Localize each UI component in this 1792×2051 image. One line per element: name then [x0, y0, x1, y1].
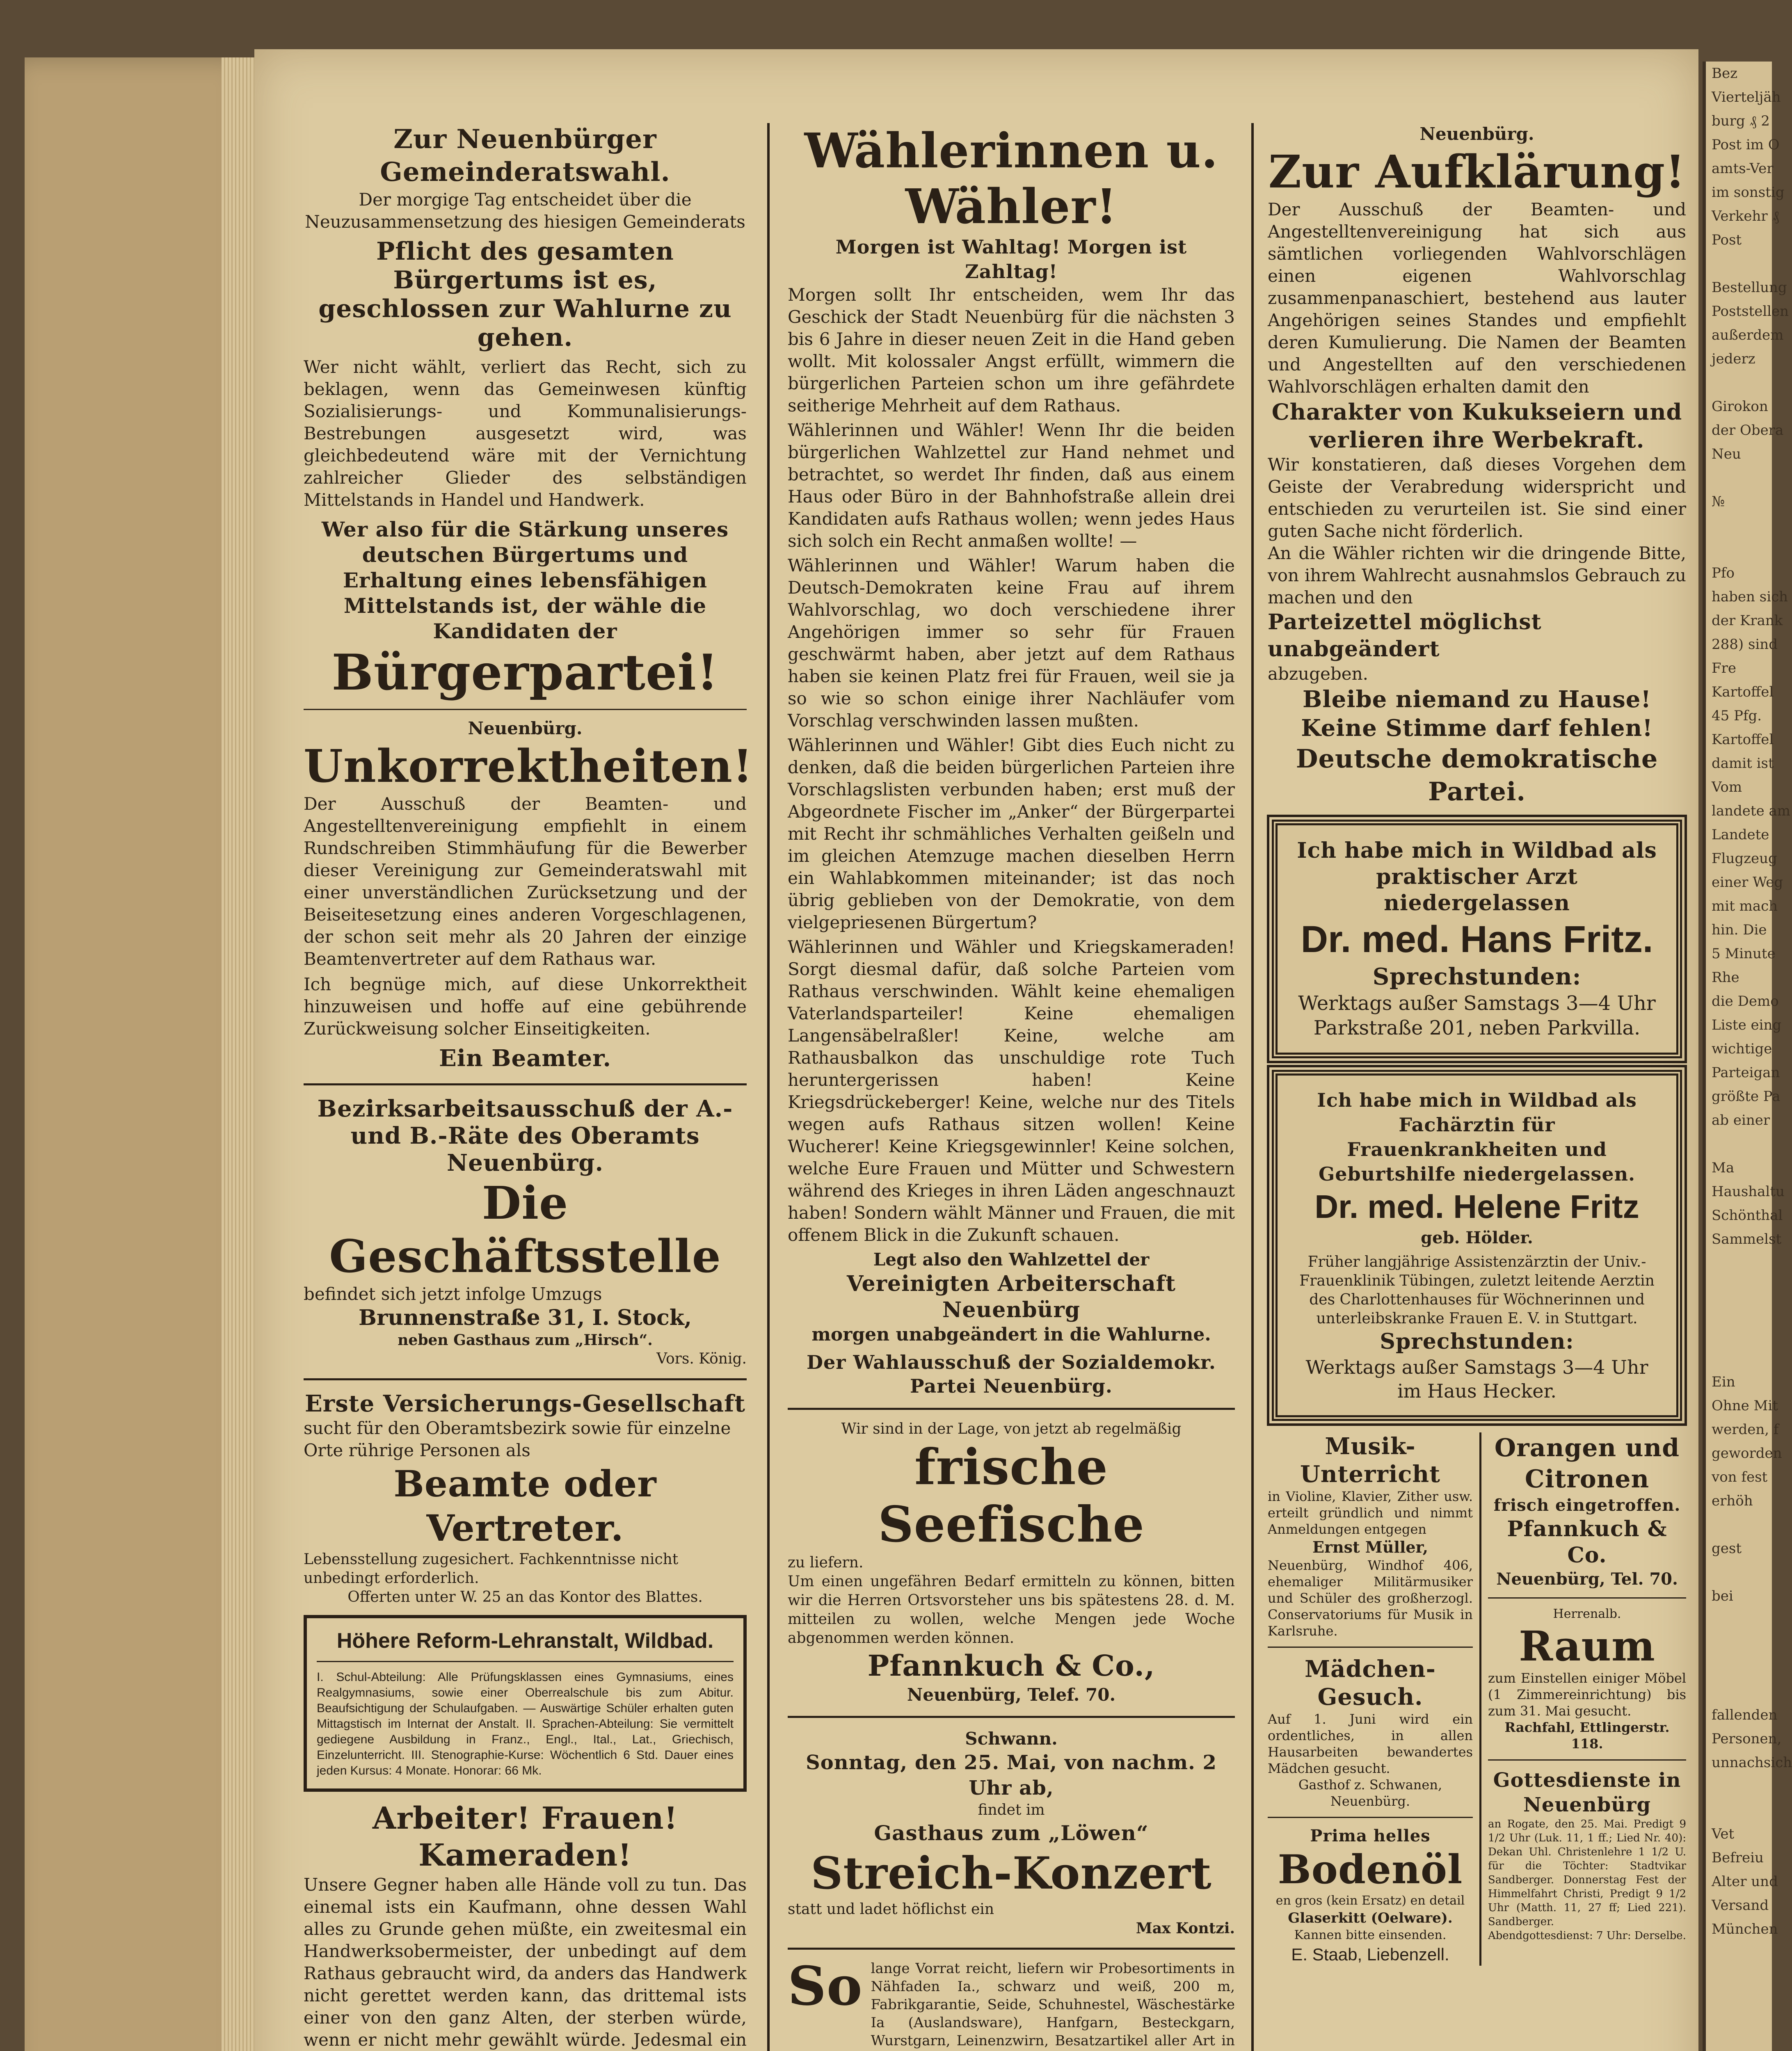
adjacent-page-line: amts-Ver	[1712, 160, 1774, 177]
music-text: in Violine, Klavier, Zither usw. erteilt gründlich und nimmt Anmeldungen entgegen	[1268, 1489, 1473, 1537]
adjacent-page-line: Neu	[1712, 446, 1741, 462]
concert-heading: Streich-Konzert	[811, 1848, 1212, 1899]
col3-big-2: Parteizettel möglichst unabgeändert	[1268, 610, 1542, 662]
small-ads-row	[1268, 1432, 1686, 1966]
doctor-2-born: geb. Hölder.	[1421, 1228, 1533, 1247]
orange-heading: Orangen und Citronen	[1494, 1434, 1680, 1494]
wahltag-subhead: Morgen ist Wahltag! Morgen ist Zahltag!	[835, 236, 1187, 283]
headline-aufklaerung: Zur Aufklärung!	[1268, 145, 1686, 198]
adjacent-page-line: Kartoffel	[1712, 731, 1774, 748]
bezirks-text: befindet sich jetzt infolge Umzugs	[304, 1284, 602, 1304]
divider	[317, 1661, 734, 1662]
bezirks-heading: Bezirksarbeitsausschuß der A.- und B.-Räte des Oberamts Neuenbürg.	[317, 1095, 733, 1176]
paragraph-2: Der Ausschuß der Beamten- und Angestelltenvereinigung empfiehlt in einem Rundschreiben Stimmhäufung für die Bewerber dieser Vereinigung zur Gemeinderatswahl mit einer unverständlichen Zurücksetzung und der Beiseitesetzung eines anderen Vorgeschlagenen, der schon seit mehr als 20 Jahren der einzige Beamtenvertreter auf dem Rathaus war.	[304, 794, 747, 969]
divider	[788, 1716, 1235, 1718]
bezirks-signature: Vors. König.	[656, 1350, 747, 1367]
place-label: Neuenbürg.	[468, 718, 583, 738]
divider	[1268, 1817, 1473, 1818]
music-name: Ernst Müller,	[1312, 1538, 1428, 1556]
doctor-2-cv: Früher langjährige Assistenzärztin der Univ.-Frauenklinik Tübingen, zuletzt leitende Aerztin des Charlottenhauses für Wöchnerinnen und unterleibskranke Frauen E. V. in Stuttgart.	[1299, 1254, 1655, 1327]
duty-text: Pflicht des gesamten Bürgertums ist es, geschlossen zur Wahlurne zu gehen.	[318, 237, 732, 352]
col2-paragraph-1: Morgen sollt Ihr entscheiden, wem Ihr das Geschick der Stadt Neuenbürg für die nächsten 3 bis 6 Jahre in dieser neuen Zeit in die Hand geben wollt. Mit kolossaler Angst erfüllt, wimmern die bürgerlichen Parteien schon um ihre gefährdete seitherige Mehrheit auf dem Rathaus.	[788, 285, 1235, 416]
col3-paragraph-3: An die Wähler richten wir die dringende Bitte, von ihrem Wahlrecht ausnahmslos Gebrauch zu machen und den	[1268, 543, 1686, 608]
insurance-text: sucht für den Oberamtsbezirk sowie für einzelne Orte rührige Personen als	[304, 1418, 731, 1460]
adjacent-page-line	[1706, 371, 1772, 395]
adjacent-page-line: unnachsich	[1712, 1754, 1792, 1771]
adjacent-page-line: außerdem	[1712, 327, 1784, 343]
doctor-1-address: Parkstraße 201, neben Parkvilla.	[1313, 1016, 1641, 1039]
adjacent-page-line: Parteigan	[1712, 1064, 1780, 1081]
col3-place: Neuenbürg.	[1419, 124, 1534, 144]
doctor-1-time: Werktags außer Samstags 3—4 Uhr	[1298, 992, 1656, 1015]
doctor-2-text: Ich habe mich in Wildbad als Fachärztin für Frauenkrankheiten und Geburtshilfe niedergelassen.	[1317, 1089, 1637, 1185]
insurance-text-3: Offerten unter W. 25 an das Kontor des Blattes.	[347, 1589, 703, 1606]
fish-firm: Pfannkuch & Co.,	[867, 1649, 1155, 1683]
divider	[788, 1948, 1235, 1950]
adjacent-page-line: 45 Pfg.	[1712, 708, 1762, 724]
adjacent-page-line: hin. Die	[1712, 922, 1767, 938]
adjacent-page-line	[1706, 1632, 1772, 1656]
adjacent-page-line	[1706, 1132, 1772, 1156]
intro-text: Der morgige Tag entscheidet über die Neuzusammensetzung des hiesigen Gemeinderats	[305, 190, 745, 232]
divider	[304, 709, 747, 710]
doctor-1-name: Dr. med. Hans Fritz.	[1301, 918, 1653, 960]
maid-heading: Mädchen-Gesuch.	[1305, 1656, 1436, 1711]
fish-heading: frische Seefische	[878, 1438, 1145, 1553]
col3-paragraph-2: Wir konstatieren, daß dieses Vorgehen dem Geiste der Verabredung widerspricht und entschieden zu verurteilen ist. Sie sind einer guten Sache nicht förderlich.	[1268, 455, 1686, 541]
adjacent-page-line	[1706, 1322, 1772, 1346]
column-3	[1268, 123, 1686, 1966]
room-signature: Rachfahl, Ettlingerstr. 118.	[1504, 1720, 1670, 1752]
adjacent-page-line: geworden	[1712, 1445, 1782, 1462]
bezirks-address-2: neben Gasthaus zum „Hirsch“.	[398, 1332, 653, 1349]
party-name: Bürgerpartei!	[331, 644, 719, 701]
adjacent-page-line: Kartoffel	[1712, 684, 1774, 700]
oil-text-2: Kannen bitte einsenden.	[1294, 1928, 1447, 1942]
column-rule	[767, 123, 770, 2051]
maid-text: Auf 1. Juni wird ein ordentliches, in allen Hausarbeiten bewandertes Mädchen gesucht.	[1268, 1711, 1473, 1776]
adjacent-page-line: Bez	[1712, 65, 1738, 82]
adjacent-page-line: Girokon	[1712, 398, 1768, 415]
adjacent-page-line: Pfo	[1712, 565, 1735, 581]
fish-intro: Wir sind in der Lage, von jetzt ab regelmäßig	[841, 1421, 1182, 1437]
adjacent-page-line: 5 Minute	[1712, 946, 1776, 962]
geschaeftsstelle-heading: Die Geschäftsstelle	[329, 1176, 721, 1283]
adjacent-page-line: damit ist	[1712, 755, 1774, 772]
adjacent-page-line	[1706, 537, 1772, 561]
oil-name: Glaserkitt (Oelware).	[1288, 1910, 1453, 1926]
adjacent-page-line: Vom	[1712, 779, 1742, 795]
sewing-text: lange Vorrat reicht, liefern wir Probesortiments in Nähfaden Ia., schwarz und weiß, 200 m, Fabrikgarantie, Seide, Schuhnestel, Wäschestärke Ia (Auslandsware), Hanfgarn, Besteckgarn, Wurstgarn, Leinenzwirn, Besatzartikel aller Art in	[871, 1960, 1235, 2049]
divider	[304, 1378, 747, 1380]
adjacent-page-line: Vierteljäh	[1712, 89, 1781, 105]
adjacent-page-line: Post im O	[1712, 137, 1780, 153]
adjacent-page-line: einer Weg	[1712, 874, 1783, 891]
divider	[1488, 1597, 1686, 1599]
adjacent-page-line	[1706, 1346, 1772, 1370]
col2-party: Vereinigten Arbeiterschaft Neuenbürg	[846, 1271, 1176, 1322]
schwann-place: Gasthaus zum „Löwen“	[874, 1821, 1149, 1845]
adjacent-page-line: gest	[1712, 1540, 1742, 1557]
adjacent-page-line: burg ₰ 2	[1712, 113, 1770, 129]
adjacent-page-line: bei	[1712, 1588, 1733, 1604]
adjacent-page-line: haben sich	[1712, 589, 1788, 605]
adjacent-page-line: Befreiu	[1712, 1850, 1764, 1866]
oil-pre: Prima helles	[1310, 1826, 1431, 1845]
insurance-text-2: Lebensstellung zugesichert. Fachkenntnisse nicht unbedingt erforderlich.	[304, 1551, 679, 1587]
column-rule	[1251, 123, 1254, 2051]
paragraph-3: Ich begnüge mich, auf diese Unkorrektheit hinzuweisen und hoffe auf eine gebührende Zurückweisung solcher Einseitigkeiten.	[304, 974, 747, 1039]
signature-beamter: Ein Beamter.	[439, 1045, 612, 1072]
adjacent-page-line: Fre	[1712, 660, 1736, 676]
adjacent-page-line: Versand	[1712, 1897, 1769, 1914]
doctor-1-text: Ich habe mich in Wildbad als praktischer Arzt niedergelassen	[1297, 838, 1657, 916]
oil-signature: E. Staab, Liebenzell.	[1291, 1945, 1449, 1964]
workers-text: Unsere Gegner haben alle Hände voll zu tun. Das einemal ists ein Kaufmann, ohne dessen Wahl alles zu Grunde gehen müßte, ein zweitesmal ein Handwerksobermeister, der unbedingt auf dem Rathaus gebraucht wird, da anders das Handwerk nicht gerettet werden kann, das drittemal ists einer von den ganz Alten, der sterben würde, wenn er nicht mehr gewählt würde. Jedesmal ein	[304, 1875, 747, 2050]
schwann-date: Sonntag, den 25. Mai, von nachm. 2 Uhr ab,	[806, 1751, 1217, 1800]
adjacent-page-line	[1706, 1513, 1772, 1537]
adjacent-page-line: die Demo	[1712, 993, 1779, 1010]
adjacent-page-line: wichtige	[1712, 1041, 1772, 1057]
schwann-heading: Schwann.	[965, 1729, 1058, 1749]
headline-gemeinderatswahl: Zur Neuenbürger Gemeinderatswahl.	[380, 124, 670, 187]
col2-paragraph-2: Wählerinnen und Wähler! Wenn Ihr die beiden bürgerlichen Wahlzettel zur Hand nehmet und betrachtet, so werdet Ihr finden, daß aus einem Haus oder Büro in der Bahnhofstraße allein drei Kandidaten aufs Rathaus wollen; wenn jedes Haus sich solch ein Recht anmaßen wollte! —	[788, 420, 1235, 551]
adjacent-page-line	[1706, 1275, 1772, 1299]
adjacent-page-line: Bestellung	[1712, 279, 1787, 296]
adjacent-page-edge	[1703, 62, 1792, 2051]
adjacent-page-line: werden, f	[1712, 1421, 1779, 1438]
col3-call-2: Keine Stimme darf fehlen!	[1301, 715, 1653, 742]
doctor-2-name: Dr. med. Helene Fritz	[1314, 1188, 1639, 1225]
col3-paragraph-4: abzugeben.	[1268, 664, 1368, 684]
adjacent-page-line	[1706, 514, 1772, 537]
adjacent-page-line	[1706, 1299, 1772, 1322]
adjacent-page-line: Ein	[1712, 1374, 1735, 1390]
col3-paragraph-1: Der Ausschuß der Beamten- und Angestelltenvereinigung hat sich aus sämtlichen vorliegenden Wahlvorschlägen einen eigenen Wahlvorschlag zusammenpanaschiert, bestehend aus lauter Angehörigen seines Standes und empfiehlt deren Kumulierung. Die Namen der Beamten und Angestellten auf den verschiedenen Wahlvorschlägen erhalten damit den	[1268, 199, 1686, 397]
adjacent-page-line: München	[1712, 1921, 1778, 1937]
adjacent-page-line: Verkehr ₰	[1712, 208, 1779, 224]
school-text: I. Schul-Abteilung: Alle Prüfungsklassen eines Gymnasiums, eines Realgymnasiums, sowie einer Oberrealschule bis zum Abitur. Beaufsichtigung der Schulaufgaben. — Auswärtige Schüler erhalten guten Mittagstisch im Internat der Anstalt. II. Sprachen-Abteilung: Sie vermittelt gediegene Ausbildung in Franz., Engl., Ital., Lat., Griechisch, Einzelunterricht. III. Stenographie-Kurse: Wöchentlich 6 Std. Dauer eines jeden Kursus: 4 Monate. Honorar: 66 Mk.	[317, 1670, 734, 1777]
adjacent-page-line: №	[1712, 493, 1725, 510]
music-text-2: Neuenbürg, Windhof 406, ehemaliger Militärmusiker und Schüler des großherzogl. Conservatoriums für Musik in Karlsruhe.	[1268, 1558, 1473, 1639]
doctor-1-hours-label: Sprechstunden:	[1372, 963, 1582, 990]
adjacent-page-line: Ohne Mit	[1712, 1398, 1778, 1414]
sewing-ad	[788, 1955, 1235, 2051]
adjacent-page-line: Flugzeug	[1712, 850, 1777, 867]
adjacent-page-line	[1706, 1656, 1772, 1679]
adjacent-page-line	[1706, 1608, 1772, 1632]
church-text-2: Abendgottesdienst: 7 Uhr: Derselbe.	[1488, 1930, 1686, 1942]
adjacent-page-line: ab einer	[1712, 1112, 1770, 1128]
bezirks-address: Brunnenstraße 31, I. Stock,	[359, 1305, 692, 1330]
adjacent-page-line: Haushaltu	[1712, 1183, 1785, 1200]
col2-paragraph-5: Wählerinnen und Wähler und Kriegskameraden! Sorgt diesmal dafür, daß solche Parteien vom Rathaus verschwinden. Wählt keine ehemaligen Vaterlandsparteiler! Keine ehemaligen Langensäbelraßler! Keine, welche am Rathausbalkon das unschuldige rote Tuch heruntergerissen haben! Keine Kriegsdrückeberger! Keine, welche nur des Titels wegen aufs Rathaus sitzen wollen! Keine Wucherer! Keine Kriegsgewinnler! Keine solchen, welche Eure Frauen und Mütter und Schwestern während des Krieges in ihren Läden angeschnauzt haben! Sondern wählt Männer und Frauen, die mit offenem Blick in die Zukunft schauen.	[788, 937, 1235, 1245]
adjacent-page-line: Alter und	[1712, 1873, 1778, 1890]
doctor-ad-1	[1272, 820, 1682, 1058]
adjacent-page-line: Personen,	[1712, 1731, 1782, 1747]
insurance-big: Beamte oder Vertreter.	[393, 1462, 657, 1549]
divider	[304, 1083, 747, 1085]
oil-heading: Bodenöl	[1278, 1846, 1463, 1893]
doctor-2-time: Werktags außer Samstags 3—4 Uhr	[1305, 1356, 1648, 1378]
adjacent-page-line: Liste eing	[1712, 1017, 1782, 1033]
fish-firm-2: Neuenbürg, Telef. 70.	[907, 1685, 1116, 1705]
col2-signature: Der Wahlausschuß der Sozialdemokr. Partei Neuenbürg.	[807, 1351, 1216, 1397]
adjacent-page-line: größte Pa	[1712, 1088, 1781, 1105]
newspaper-page	[254, 49, 1698, 2051]
paragraph-1: Wer nicht wählt, verliert das Recht, sich zu beklagen, wenn das Gemeinwesen künftig Sozialisierungs- und Kommunalisierungs-Bestrebungen ausgesetzt wird, was gleichbedeutend wäre mit der Vernichtung zahlreicher Glieder des selbständigen Mittelstands in Handel und Handwerk.	[304, 357, 747, 510]
adjacent-page-line: jederz	[1712, 351, 1755, 367]
adjacent-page-line: Vet	[1712, 1826, 1735, 1842]
adjacent-page-line: landete am	[1712, 803, 1791, 819]
adjacent-page-line: Sammelst	[1712, 1231, 1782, 1247]
col2-paragraph-4: Wählerinnen und Wähler! Gibt dies Euch nicht zu denken, daß die beiden bürgerlichen Parteien ihre Vorschlagslisten verbunden haben; erst muß der Abgeordnete Fischer im „Anker“ der Bürgerpartei mit Recht ihr schmähliches Verhalten geißeln und im gleichen Atemzuge machen dieselben Herrn ein Wahlabkommen miteinander; ist das noch übrig geblieben von der Demokratie, von dem vielgepriesenen Bürgertum?	[788, 735, 1235, 932]
page-stack-edge	[222, 57, 258, 2051]
doctor-ad-2	[1272, 1070, 1682, 1421]
adjacent-page-line	[1706, 1775, 1772, 1798]
adjacent-page-line	[1706, 252, 1772, 276]
fish-text-2: Um einen ungefähren Bedarf ermitteln zu können, bitten wir die Herren Ortsvorsteher uns bis spätestens 28. d. M. mitteilen zu wollen, welche Mengen jede Woche abgenommen werden können.	[788, 1573, 1235, 1647]
concert-signature: Max Kontzi.	[1136, 1920, 1235, 1937]
divider	[788, 1408, 1235, 1410]
adjacent-page-line: von fest	[1712, 1469, 1768, 1485]
orange-firm: Pfannkuch & Co.	[1507, 1517, 1667, 1568]
small-ads-left	[1268, 1432, 1481, 1966]
adjacent-page-line: Schönthal	[1712, 1207, 1783, 1224]
adjacent-page-line: erhöh	[1712, 1493, 1753, 1509]
col3-big-1: Charakter von Kukukseiern und verlieren ihre Werbekraft.	[1271, 399, 1682, 453]
headline-waehlerinnen: Wählerinnen u. Wähler!	[804, 123, 1218, 235]
adjacent-page-line	[1706, 1251, 1772, 1275]
doctor-2-address: im Haus Hecker.	[1397, 1380, 1557, 1402]
orange-firm-2: Neuenbürg, Tel. 70.	[1496, 1569, 1678, 1589]
divider	[1268, 1647, 1473, 1648]
appeal-text: Wer also für die Stärkung unseres deutschen Bürgertums und Erhaltung eines lebensfähigen Mittelstands ist, der wähle die Kandidaten der	[321, 517, 729, 643]
adjacent-page-line: Rhe	[1712, 969, 1739, 986]
schwann-findet: findet im	[978, 1802, 1045, 1818]
orange-text: frisch eingetroffen.	[1493, 1496, 1681, 1515]
col2-paragraph-3: Wählerinnen und Wähler! Warum haben die Deutsch-Demokraten keine Frau auf ihrem Wahlvorschlag, wo doch verschiedene ihrer Angehörigen immer so sehr für Frauen geschwärmt haben, aber jetzt auf dem Rathaus haben sie keinen Platz frei für Frauen, weil sie ja so wie so schon einige ihrer Nachläufer vom Vorschlag verschwinden lassen mußten.	[788, 555, 1235, 731]
adjacent-page-line: Poststellen	[1712, 303, 1789, 320]
headline-unkorrektheiten: Unkorrektheiten!	[304, 740, 753, 793]
so-initial: So	[788, 1955, 863, 2017]
adjacent-page-line	[1706, 1798, 1772, 1822]
room-text: zum Einstellen einiger Möbel (1 Zimmereinrichtung) bis zum 31. Mai gesucht.	[1488, 1670, 1686, 1719]
adjacent-page-line: der Obera	[1712, 422, 1784, 439]
col2-party-2: morgen unabgeändert in die Wahlurne.	[811, 1324, 1211, 1345]
small-ads-right	[1481, 1432, 1686, 1966]
school-ad	[304, 1615, 747, 1792]
church-heading: Gottesdienste in Neuenbürg	[1493, 1769, 1681, 1816]
adjacent-page-line: fallenden	[1712, 1707, 1778, 1723]
adjacent-page-line	[1706, 1560, 1772, 1584]
adjacent-page-line: mit mach	[1712, 898, 1778, 914]
col3-signature: Deutsche demokratische Partei.	[1296, 744, 1658, 806]
adjacent-page-line: 288) sind	[1712, 636, 1778, 653]
adjacent-page-line: Landete	[1712, 827, 1769, 843]
music-heading: Musik-Unterricht	[1300, 1433, 1440, 1488]
workers-heading: Arbeiter! Frauen! Kameraden!	[372, 1801, 678, 1873]
adjacent-page-line: Ma	[1712, 1160, 1735, 1176]
col3-call-1: Bleibe niemand zu Hause!	[1303, 686, 1651, 713]
adjacent-page-line: Post	[1712, 232, 1742, 248]
school-heading: Höhere Reform-Lehranstalt, Wildbad.	[336, 1629, 714, 1653]
adjacent-page-line: der Krank	[1712, 612, 1783, 629]
fish-text: zu liefern.	[788, 1554, 864, 1571]
adjacent-page-line	[1706, 466, 1772, 490]
col2-paragraph-6: Legt also den Wahlzettel der	[873, 1249, 1150, 1270]
church-text: an Rogate, den 25. Mai. Predigt 9 1/2 Uhr (Luk. 11, 1 ff.; Lied Nr. 40): Dekan Uhl. Christenlehre 1 1/2 U. für die Töchter: Stadtvikar Sandberger. Donnerstag Fest der Himmelfahrt Christi, Predigt 9 1/2 Uhr (Matth. 11, 27 ff; Lied 221). Sandberger.	[1488, 1818, 1686, 1928]
column-2	[788, 123, 1235, 2051]
divider	[1488, 1759, 1686, 1761]
room-heading: Raum	[1519, 1622, 1655, 1670]
concert-text: statt und ladet höflichst ein	[788, 1901, 994, 1918]
maid-signature: Gasthof z. Schwanen, Neuenbürg.	[1298, 1777, 1442, 1809]
doctor-2-hours-label: Sprechstunden:	[1380, 1329, 1574, 1354]
adjacent-page-line	[1706, 1679, 1772, 1703]
room-place: Herrenalb.	[1553, 1607, 1621, 1621]
oil-text: en gros (kein Ersatz) en detail	[1275, 1893, 1465, 1908]
insurance-heading: Erste Versicherungs-Gesellschaft	[305, 1390, 745, 1417]
adjacent-page-line: im sonstig	[1712, 184, 1785, 201]
column-1	[304, 123, 753, 2051]
